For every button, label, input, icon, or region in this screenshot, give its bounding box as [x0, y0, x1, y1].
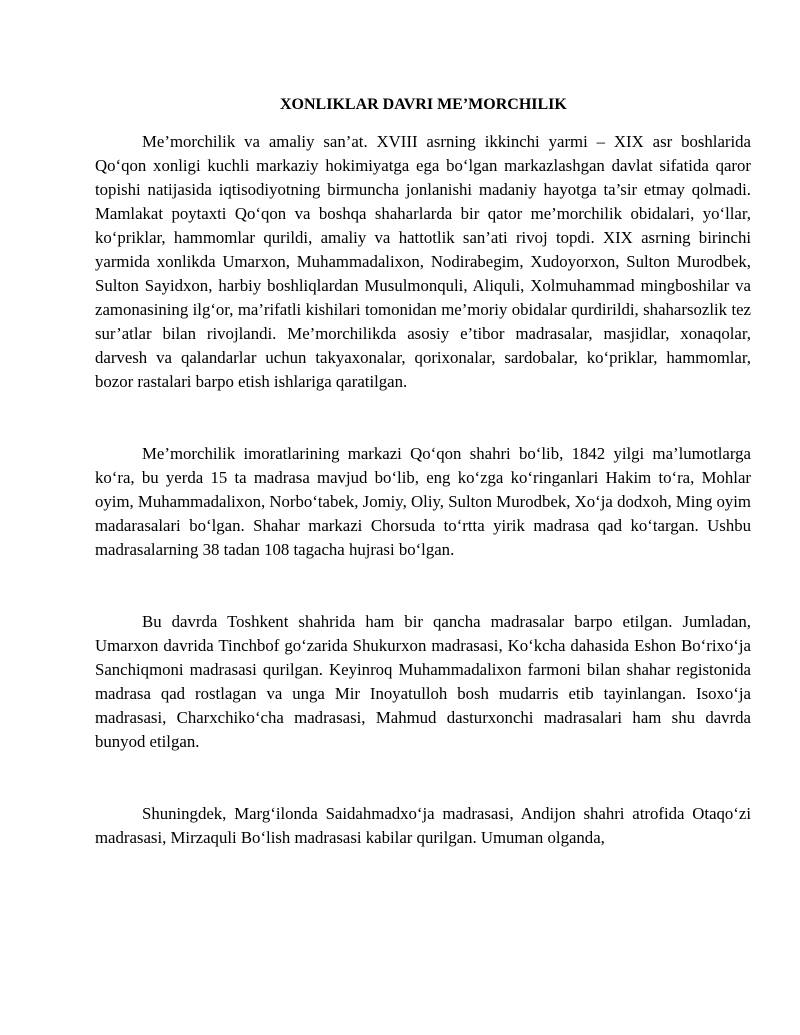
paragraph-1: Me’morchilik va amaliy san’at. XVIII asrning ikkinchi yarmi – XIX asr boshlarida Qo‘qon xonligi kuchli markaziy hokimiyatga ega bo‘lgan markazlashgan davlat sifatida qaror topishi natijasida iqtisodiyotning birmuncha jonlanishi madaniy hayotga ta’sir etmay qolmadi. Mamlakat poytaxti Qo‘qon va boshqa shaharlarda bir qator me’morchilik obidalari, yo‘llar, ko‘priklar, hammomlar qurildi, amaliy va hattotlik san’ati rivoj topdi. XIX asrning birinchi yarmida xonlikda Umarxon, Muhammadalixon, Nodirabegim, Xudoyorxon, Sulton Murodbek, Sulton Sayidxon, harbiy boshliqlardan Musulmonquli, Aliquli, Xolmuhammad mingboshilar va zamonasining ilg‘or, ma’rifatli kishilari tomonidan me’moriy obidalar qurdirildi, shaharsozlik tez sur’atlar bilan rivojlandi. Me’morchilikda asosiy e’tibor madrasalar, masjidlar, xonaqolar, darvesh va qalandarlar uchun takyaxonalar, qorixonalar, sardobalar, ko‘priklar, hammomlar, bozor rastalari barpo etish ishlariga qaratilgan.: [95, 132, 751, 391]
paragraph-2: Me’morchilik imoratlarining markazi Qo‘qon shahri bo‘lib, 1842 yilgi ma’lumotlarga ko‘ra, bu yerda 15 ta madrasa mavjud bo‘lib, eng ko‘zga ko‘ringanlari Hakim to‘ra, Mohlar oyim, Muhammadalixon, Norbo‘tabek, Jomiy, Oliy, Sulton Murodbek, Xo‘ja dodxoh, Ming oyim madarasalari bo‘lgan. Shahar markazi Chorsuda to‘rtta yirik madrasa qad ko‘targan. Ushbu madrasalarning 38 tadan 108 tagacha hujrasi bo‘lgan.: [95, 444, 751, 559]
paragraph-3: Bu davrda Toshkent shahrida ham bir qancha madrasalar barpo etilgan. Jumladan, Umarxon davrida Tinchbof go‘zarida Shukurxon madrasasi, Ko‘kcha dahasida Eshon Bo‘rixo‘ja Sanchiqmoni madrasasi qurilgan. Keyinroq Muhammadalixon farmoni bilan shahar registonida madrasa qad rostlagan va unga Mir Inoyatulloh bosh mudarris etib tayinlangan. Isoxo‘ja madrasasi, Charxchiko‘cha madrasasi, Mahmud dasturxonchi madrasalari ham shu davrda bunyod etilgan.: [95, 612, 751, 751]
document-title: XONLIKLAR DAVRI ME’MORCHILIK: [280, 96, 567, 113]
document-body: [95, 96, 751, 850]
paragraph-4: Shuningdek, Marg‘ilonda Saidahmadxo‘ja madrasasi, Andijon shahri atrofida Otaqo‘zi madrasasi, Mirzaquli Bo‘lish madrasasi kabilar qurilgan. Umuman olganda,: [95, 804, 751, 847]
